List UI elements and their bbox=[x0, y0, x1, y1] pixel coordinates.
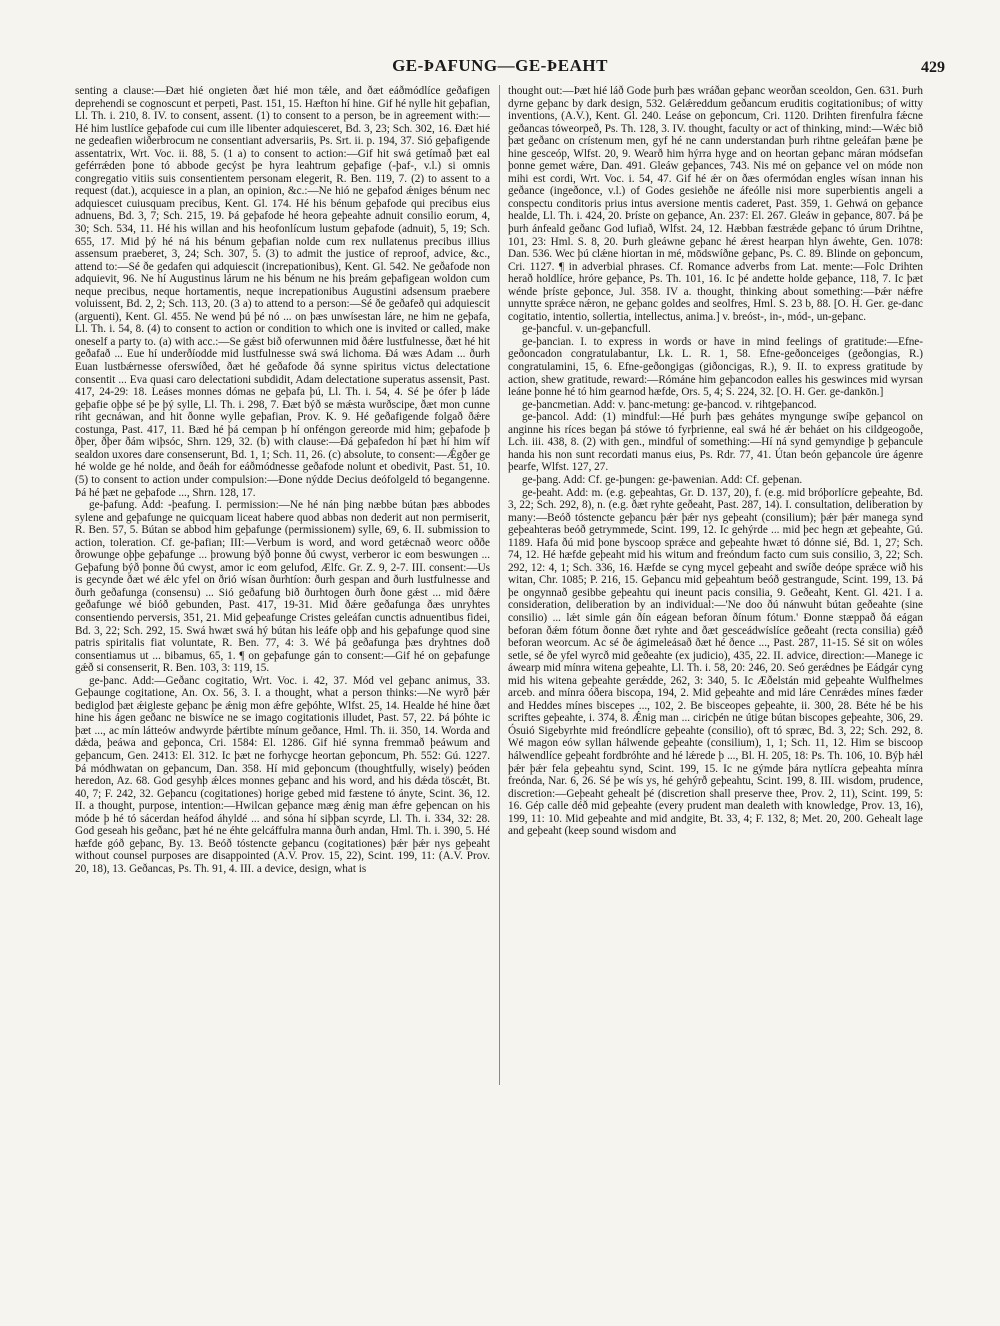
entry-paragraph: thought out:—Þæt hié láð Gode þurh þæs wráðan geþanc weorðan sceoldon, Gen. 631. Þurh dyrne geþanc by dark design, 532. Gelǽreddum geðancum eruditis cogitationibus; of witty inventions, (A.V.), Kent. Gl. 240. Leáse on geþoncum, Cri. 1120. Drihten firenfulra fǽcne geðancas tóweorpeð, Ps. Th. 128, 3. IV. thought, faculty or act of thinking, mind:—Wǽc bið þæt geðanc on crístenum men, gyf hé ne cann understandan þurh rihtne geleáfan þæne þe hine gesceóp, Wlfst. 20, 9. Wearð him hýrra hyge and on heortan geþanc máran módsefan þonne gemet wǽre, Dan. 491. Gleáw geþances, 743. Nis mé on geþance vel on móde non mihi est cordi, Wrt. Voc. i. 54, 47. Gif hé ǽr on ðæs ofermódan engles wísan innan his geðance (ingeðonce, v.l.) of Godes gesiehðe ne áfeólle nisi more superbientis angeli a conspectu conditoris prius intus aversione mentis caderet, Past. 359, 1. Gehwá on geþance healde, Ll. Th. i. 424, 20. Þríste on geþance, An. 237: El. 267. Gleáw in geþance, 807. Þá þe þurh ánfeald geðanc God lufiað, Wlfst. 24, 12. Hæbban fæstrǽde geþanc tó úrum Drihtne, 101, 23: Hml. S. 8, 20. Þurh gleáwne geþanc hé ǽrest hearpan hlyn áwehte, Gen. 1078: Dan. 536. Wec þú clǽne hiortan in mé, mōdswíðne geþanc, Ps. C. 89. Blinde on geþoncum, Cri. 1127. ¶ in adverbial phrases. Cf. Romance adverbs from Lat. mente:—Folc Drihten herað holdlíce, hróre geþance, Ps. Th. 101, 16. Ic þé andette holde geþance, 118, 7. Ic þæt wénde þríste geþonce, Jul. 358. IV a. thought, thinking about something:—Þǽr nǽfre unnytte sprǽce nǽron, ne geþanc goldes and seolfres, Hml. S. 23 b, 88. [O. H. Ger. ge-danc cogitatio, intentio, sollertia, intellectus, anima.] v. breóst-, in-, mód-, un-geþanc. bbox=[508, 85, 923, 323]
entry-paragraph: ge-þanc. Add:—Geðanc cogitatio, Wrt. Voc. i. 42, 37. Mód vel geþanc animus, 33. Geþaunge cogitatione, An. Ox. 56, 3. I. a thought, what a person thinks:—Ne wyrð þǽr bediglod þæt ǽigleste geþanc þe ǽnig mon ǽfre geþóhte, Wlfst. 25, 14. Healde hé hine ðæt hine his ágen geðanc ne biswíce ne se imago cogitationis illudet, Past. 57, 22. Þá þóhte ic þæt ..., ac mín látteów andwyrde þǽrtibte mínum geðance, Hml. Th. ii. 350, 14. Worda and dǽda, þeáwa and geþonca, Cri. 1584: El. 1286. Gif hié synna fremmað þeáwum and geþancum, Gen. 2413: El. 312. Ic þæt ne forhycge heortan geþoncum, Ph. 552: Gú. 1227. Þá módhwatan on geþancum, Dan. 358. Hí mid geþoncum (thoughtfully, wisely) þeóden heredon, Az. 68. God gesyhþ ǽlces monnes geþanc and his word, and his dǽda töscǽt, Bt. 40, 7; F. 242, 32. Geþancu (cogitationes) horige gebed mid fæstene tó ányte, Scint. 36, 12. II. a thought, purpose, intention:—Hwilcan geþance mæg ǽnig man ǽfre geþencan on his móde þ hé tó sácerdan heáfod áhyldé ... and sóna hí siþþan scyrde, Ll. Th. i. 334, 32: 28. God geseah his geðanc, þæt hé ne éhte gelcáffulra manna ðurh andan, Hml. Th. i. 390, 5. Hé hæfde góð geþanc, By. 13. Beóð tóstencte geþancu (cogitationes) þǽr þǽr nys geþeaht without counsel purposes are disappointed (A.V. Prov. 15, 22), Scint. 199, 11: (A.V. Prov. 20, 18), 13. Geðancas, Ps. Th. 91, 4. III. a device, design, what is bbox=[75, 674, 490, 875]
right-column bbox=[508, 85, 923, 1305]
left-column bbox=[75, 85, 490, 1305]
entry-paragraph: ge-þafung. Add: -þeafung. I. permission:—Ne hé nán þing næbbe bútan þæs abbodes sylene and geþafunge ne quicquam liceat habere quod abbas non dederit aut non permiserit, R. Ben. 57, 5. Bútan se abbod him geþafunge (permissionem) sylle, 69, 6. II. submission to action, toleration. Cf. ge-þafian; III:—Verbum is word, and word getǽcnað weorc oððe ðrowunge oþþe geþafunge ... þrowung býð þonne ðú cwyst, verberor ic eom beswungen ... Geþafung býð þonne ðú cwyst, amor ic eom gelufod, Ælfc. Gr. Z. 9, 2-7. III. consent:—Us is gecynde ðæt wé ǽlc yfel on ðrió wísan ðurhtíon: ðurh gespan and ðurh lustfulnesse and ðurh geðafunga (consensu) ... Sió geðafung bið ðurhtogen ðurh ðone gǽst ... mid ðǽre geðafunge wé bióð gebunden, Past. 417, 19-31. Mid ðǽre geðafunga ðæs unryhtes consentiendo perversis, 351, 21. Mid geþeafunge Cristes geleáfan cunctis adnuentibus fidei, Bd. 3, 22; Sch. 292, 15. Swá hwæt swá hý bútan his leáfe oþþ and his geþafunge quod sine patris spiritalis fiat voluntate, R. Ben. 77, 4: 3. Wé þá geðafunga þæs dryhtnes doð consentiamus ut ... bibamus, 65, 1. ¶ on geþafunge gán to consent:—Gif hé on geþafunge gǽð si consenserit, R. Ben. 103, 3: 119, 15. bbox=[75, 499, 490, 675]
entry-paragraph: ge-þancol. Add: (1) mindful:—Hé þurh þæs gehátes myngunge swíþe geþancol on anginne his ríces began þá stówe tó fyrþrienne, eal swá hé ǽr beháet on his cildgeogoðe, Lch. iii. 438, 8. (2) with gen., mindful of something:—Hí ná synd gemyndige þ geþancule handa his non sunt recordati manus eius, Ps. Rdr. 77, 41. Útan beón geþancole úre ágenre þearfe, Wlfst. 127, 27. bbox=[508, 411, 923, 474]
entry-paragraph: ge-þancian. I. to express in words or have in mind feelings of gratitude:—Efne-geðoncadon congratulabantur, Lk. L. R. 1, 58. Efne-geðonceiges (geðongias, R.) congratulamini, 15, 6. Efne-geðongigas (giðoncigas, R.), 9. II. to express gratitude by action, shew gratitude, reward:—Rómáne him geþancodon ealles his geswinces mid wyrsan leáne þonne hé tó him gearnod hæfde, Ors. 5, 4; S. 224, 32. [O. H. Ger. ge-dankōn.] bbox=[508, 335, 923, 399]
entry-paragraph: ge-þeaht. Add: m. (e.g. geþeahtas, Gr. D. 137, 20), f. (e.g. mid bróþorlícre geþeahte, Bd. 3, 22; Sch. 292, 8), n. (e.g. ðæt ryhte geðeaht, Past. 287, 14). I. consultation, deliberation by many:—Beóð tóstencte geþancu þǽr þǽr nys geþeaht (consilium); þǽr þǽr manega synd geþeahteras beóð getrymmede, Scint. 199, 12. Ic gehýrde ... mid þec hegn æt geþeahte, Gú. 1189. Hafa ðú mid þone byscoop sprǽce and geþeahte hwæt tó dónne sié, Bd. 1, 27; Sch. 74, 12. Hé hæfde geþeaht mid his witum and freóndum facto cum suis consilio, 3, 22; Sch. 292, 12: 4, 1; Sch. 336, 16. Hæfde se cyng mycel geþeaht and swíðe deópe sprǽce wið his witan, Chr. 1085; P. 216, 15. Geþancu mid geþeahtum beóð gestrangude, Scint. 199, 13. Þá þe ongynnað gesibbe geþeahtu qui ineunt pacis consilia, 9. Geðeaht, Kent. Gl. 421. I a. consideration, deliberation by an individual:—'Ne doo ðú nánwuht bútan geðeahte (sine consilio) ... lǽt simle gán ðín eágean beforan ðínum fótum.' Ðonne stæppað ðá eágan beforan ðǽm fótum ðonne ðæt ryhte and ðæt gesceádwíslíce geðeaht (recta consilia) gǽð beforan weorcum. Ac sé ðe ágimeleásað ðæt hé ðence ..., Past. 287, 11-15. Sé sit on wóles setle, sé ðe yfel wyrcð mid geðeahte (ex judicio), 435, 22. II. advice, direction:—Manege ic áwearp mid mínra witena geþeahte, Ll. Th. i. 58, 20: 246, 20. Seó gerǽdnes þe Eádgár cyng mid his witena geþeahte gerǽdde, 262, 3: 340, 5. Ic Æðelstán mid geþeahte Wulfhelmes arceb. and mínra óðera biscopa, 194, 2. Mid geþeahte and mid láre Cenrǽdes mínes fæder and Heddes mínes biscepes ..., 102, 2. Be bisceopes geþeahte, ii. 300, 28. Béte hé be his scriftes geþeahte, i. 374, 8. Ǽnig man ... ciricþén ne útige bútan biscopes geþeahte, 306, 29. Ósuió Sigebyrhte mid freóndlícre geþeahte (consilio), oft tó spræc, Bd. 3, 22; Sch. 292, 8. Wé magon eów syllan hálwende geþeahte (consilium), 1, 1; Sch. 11, 12. Him se biscoop hálwendlíce geþeaht fordbróhte and hé lǽrede þ ..., Bl. H. 205, 18: Ps. Th. 106, 10. Býþ hǽl þǽr þǽr fela geþeahtu synd, Scint. 199, 15. Ic ne gýmde þára nytlícra geþeahta mínra freónda, Nar. 6, 26. Sé þe wís ys, hé gehýrð geþeahtu, Scint. 199, 8. III. wisdom, prudence, discretion:—Geþeaht gehealt þé (discretion shall preserve thee, Prov. 2, 11), Scint. 199, 5: 16. Gép calle déð mid geþeahte (every prudent man dealeth with knowledge, Prov. 13, 16), 199, 11: 10. Mid geþeahte and mid andgite, Bt. 33, 4; F. 132, 8; Met. 20, 200. Gehealt lage and geþeaht (keep sound wisdom and bbox=[508, 486, 923, 838]
entry-paragraph: senting a clause:—Ðæt hié ongieten ðæt hié mon tǽle, and ðæt eáðmódlíce geðafigen deprehendi se cognoscunt et perpeti, Past. 151, 15. Hæfton hí hine. Gif hé nylle hit geþafian, Ll. Th. i. 210, 8. IV. to consent, assent. (1) to consent to a person, be in agreement with:—Hé him lustlíce geþafode cui cum ille libenter adquiesceret, Bd. 3, 23; Sch. 302, 16. Ðæt hié ne gedeafien wiðerbrocum ne consentiant adversariis, Ps. Srt. ii. p. 194, 37. Sió geþafigende assentatrix, Wrt. Voc. ii. 88, 5. (1 a) to consent to action:—Gif hit swá getímað þæt eal geférrǽden þone tó abbode gecýst þe hyra leahtrum geþafige (-þaf-, v.l.) si omnis congregatio vitiis suis consentientem personam elegerit, R. Ben. 119, 7. (2) to assent to a request (dat.), acquiesce in a plan, an opinion, &c.:—Ne hió ne geþafod ǽniges bénum nec adquiescet cuiusquam precibus, Kent. Gl. 174. Hé his bénum geþafode qui precibus eius adnuens, Bd. 3, 7; Sch. 215, 19. Þá geþafode hé heora geþeahte adnuit consilio eorum, 4, 30; Sch. 534, 11. Hé his willan and his heofonlícum lustum geþafode (adnuit), 5, 19; Sch. 655, 17. Mid þý hé ná his bénum geþafian nolde cum rex nullatenus precibus illius assensum praeberet, 3, 24; Sch. 307, 5. (3) to admit the justice of reproof, advice, &c., attend to:—Sé ðe gedafen qui adquiescit (increpationibus), Kent. Gl. 542. Ne geðafode non adquievit, 96. Ne hí Augustinus lárum ne his bénum ne his þreám geþafigean woldon cum neque precibus, neque hortamentis, neque increpationibus Augustini adsensum praebere voluissent, Bd. 2, 2; Sch. 113, 20. (3 a) to attend to a person:—Sé ðe geðafeð qui adquiescit (arguenti), Kent. Gl. 455. Ne wend þú þé nó ... on þæs unwísestan láre, ne him ne geþafa, Ll. Th. i. 54, 8. (4) to consent to action or condition to which one is invited or called, make oneself a party to. (a) with acc.:—Se gǽst bið oferwunnen mid ðǽre lustfulnesse, ðæt hé hit geðafað ... Eue hí underðíodde mid lustfulnesse swá swá lichoma. Ðá wæs Adam ... ðurh Euan lustbǽrnesse oferswíðed, ðæt hé geðafode ðá synne spiritus victus delectatione consentit ... Eva quasi caro delectationi subdidit, Adam delectatione superatus assensit, Past. 417, 24-29: 18. Leáses monnes dómas ne geþafa þú, Ll. Th. i. 54, 4. Sé þe ófer þ láde geþafie oþþe sé þe þý sylle, Ll. Th. i. 298, 7. Ðæt býð se mǽsta wurðscipe, ðæt mon cunne riht gecnáwan, and hit ðonne wylle geþafian, Prov. K. 9. Hé geðafigende folgað ðǽre costunga, Past. 417, 11. Bæd hé þá cempan þ hí onféngon gereorde mid him; geþafode þ ðþer, ðþer ðám wiþsóc, Shrn. 129, 32. (b) with clause:—Ðá geþafedon hí þæt hí him wíf sealdon uxores dare consenserunt, Bd. 1, 1; Sch. 11, 26. (c) absolute, to consent:—Ǽgðer ge hé wolde ge hé nolde, and ðeáh for eáðmódnesse geðafode nolunt et obedivit, Past. 51, 10. (5) to consent to action under compulsion:—Ðone nýdde Decius deófolgeld tó begangenne. Þá hé þæt ne geþafode ..., Shrn. 128, 17. bbox=[75, 85, 490, 499]
page-number: 429 bbox=[921, 59, 945, 76]
entry-paragraph: ge-þancful. v. un-geþancfull. bbox=[522, 323, 651, 336]
entry-paragraph: ge-þancmetian. Add: v. þanc-metung: ge-þancod. v. rihtgeþancod. bbox=[522, 398, 817, 411]
column-divider bbox=[499, 85, 500, 1085]
entry-paragraph: ge-þang. Add: Cf. ge-þungen: ge-þawenian. Add: Cf. geþenan. bbox=[522, 473, 803, 486]
running-head: GE-ÞAFUNG—GE-ÞEAHT bbox=[392, 56, 608, 75]
